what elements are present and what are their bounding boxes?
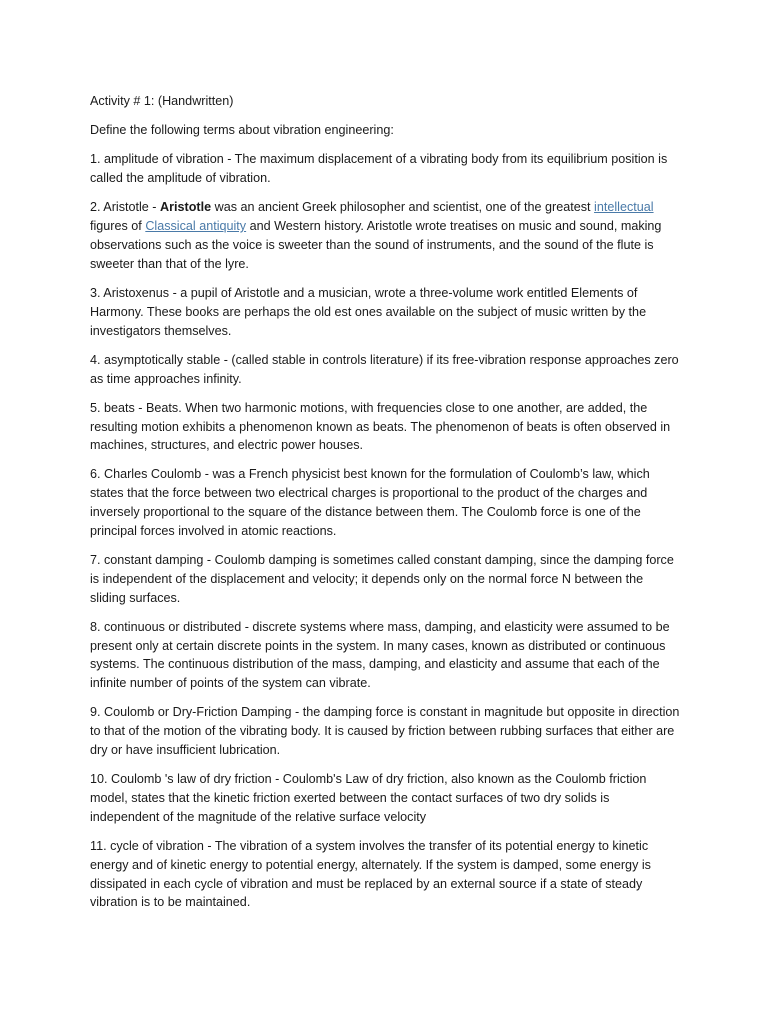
intro-instruction: Define the following terms about vibration engineering: [90,123,394,138]
definition-aristotle-part1: was an ancient Greek philosopher and scientist, one of the greatest [211,200,595,215]
definition-aristotle-bold-name: Aristotle [160,200,212,215]
definition-aristotle-part3: and Western history. Aristotle wrote treatises on music and sound, making observations such as the voice is sweeter than the sound of instruments, and the sound of the flute is sweeter than that of the lyre. [90,219,662,271]
definition-charles-coulomb: 6. Charles Coulomb - was a French physicist best known for the formulation of Coulomb’s law, which states that the force between two electrical charges is proportional to the product of the charges and inversely proportional to the square of the distance between them. The Coulomb force is one of the principal forces involved in atomic reactions. [90,467,650,538]
definition-coulomb-law-dry-friction: 10. Coulomb 's law of dry friction - Coulomb's Law of dry friction, also known as the Coulomb friction model, states that the kinetic friction exerted between the contact surfaces of two dry solids is independent of the magnitude of the relative surface velocity [90,772,647,824]
definition-constant-damping: 7. constant damping - Coulomb damping is sometimes called constant damping, since the damping force is independent of the displacement and velocity; it depends only on the normal force N between the sliding surfaces. [90,553,674,605]
definition-amplitude-of-vibration: 1. amplitude of vibration - The maximum displacement of a vibrating body from its equilibrium position is called the amplitude of vibration. [90,152,668,186]
definition-beats: 5. beats - Beats. When two harmonic motions, with frequencies close to one another, are added, the resulting motion exhibits a phenomenon known as beats. The phenomenon of beats is often observed in machines, structures, and electric power houses. [90,400,671,453]
definition-coulomb-dry-friction-damping: 9. Coulomb or Dry-Friction Damping - the damping force is constant in magnitude but opposite in direction to that of the motion of the vibrating body. It is caused by friction between rubbing surfaces that either are dry or have insufficient lubrication. [90,705,680,758]
classical-antiquity-link[interactable]: Classical antiquity [145,219,247,234]
intellectual-link[interactable]: intellectual [594,200,654,215]
definition-aristotle [90,198,682,273]
definition-asymptotically-stable: 4. asymptotically stable - (called stable in controls literature) if its free-vibration response approaches zero as time approaches infinity. [90,352,679,386]
definition-cycle-of-vibration: 11. cycle of vibration - The vibration of a system involves the transfer of its potential energy to kinetic energy and of kinetic energy to potential energy, alternately. If the system is damped, some energy is dissipated in each cycle of vibration and must be replaced by an external source if a state of steady vibration is to be maintained. [90,838,651,910]
definition-aristotle-prefix: 2. Aristotle - [90,200,160,215]
definition-aristoxenus: 3. Aristoxenus - a pupil of Aristotle and a musician, wrote a three-volume work entitled Elements of Harmony. These books are perhaps the old est ones available on the subject of music written by the investigators themselves. [90,285,647,338]
definition-aristotle-part2: figures of [90,219,146,234]
document-page [90,92,682,923]
activity-title: Activity # 1: (Handwritten) [90,94,234,108]
definition-continuous-or-distributed: 8. continuous or distributed - discrete systems where mass, damping, and elasticity were assumed to be present only at certain discrete points in the system. In many cases, known as distributed or continuous systems. The continuous distribution of the mass, damping, and elasticity and assume that each of the infinite number of points of the system can vibrate. [90,619,670,691]
